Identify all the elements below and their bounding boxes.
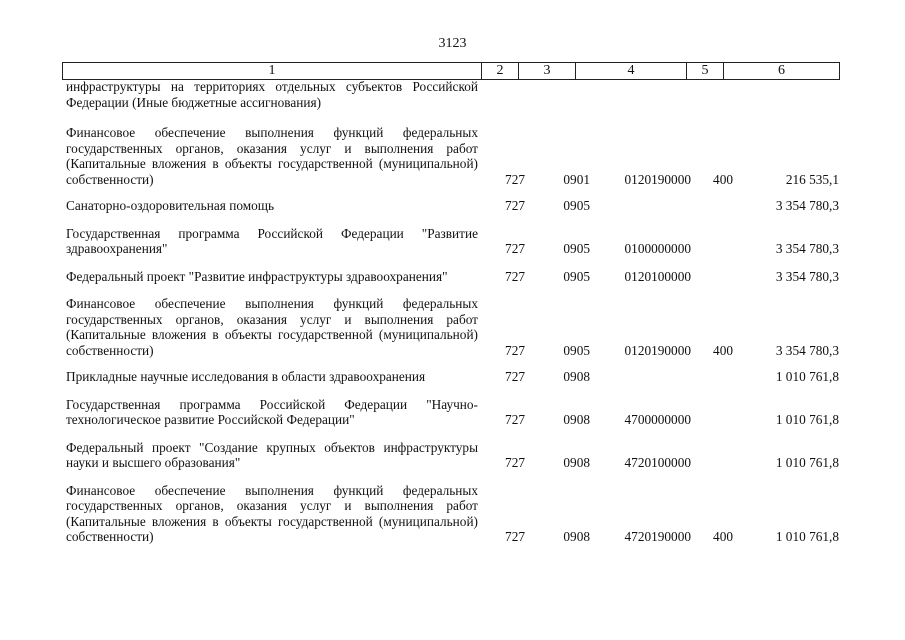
header-col-3: 3 [519,63,576,79]
row-col-6: 1 010 761,8 [775,369,839,384]
row-col-4: 0120100000 [624,268,691,284]
row-description: Финансовое обеспечение выполнения функций федеральных государственных органов, оказания услуг и выполнения работ (Капитальные вложения в объекты государственной (муниципальной) собственности) [66,296,478,358]
row-col-4: 4700000000 [624,412,691,427]
row-col-6: 3 354 780,3 [775,241,839,256]
row-col-6: 3 354 780,3 [775,342,839,358]
row-description: Федеральный проект "Создание крупных объектов инфраструктуры науки и высшего образования" [66,439,478,470]
row-col-4: 4720190000 [624,529,691,544]
row-description: Государственная программа Российской Федерации "Научно-технологическое развитие Российской Федерации" [66,396,478,427]
row-col-2: 727 [505,529,525,544]
table-row [66,483,839,545]
row-col-5: 400 [713,529,733,544]
table-row [66,296,839,358]
table-body [66,79,839,545]
row-description: Финансовое обеспечение выполнения функций федеральных государственных органов, оказания услуг и выполнения работ (Капитальные вложения в объекты государственной (муниципальной) собственности) [66,482,478,544]
row-col-4: 0120190000 [624,171,691,187]
row-description: Прикладные научные исследования в области здравоохранения [66,369,426,384]
row-col-2: 727 [505,171,525,187]
header-col-6: 6 [778,63,785,78]
row-col-4: 4720100000 [624,455,691,470]
row-description: инфраструктуры на территориях отдельных субъектов Российской Федерации (Иные бюджетные ассигнования) [66,79,478,110]
header-col-5: 5 [687,63,724,79]
row-col-4: 0120190000 [624,342,691,358]
row-col-3: 0905 [563,342,590,358]
row-col-2: 727 [505,455,525,470]
row-col-5: 400 [713,342,733,358]
row-col-3: 0905 [563,241,590,256]
row-col-3: 0905 [563,198,590,213]
header-col-2: 2 [482,63,519,79]
table-row [66,79,839,110]
row-col-2: 727 [505,412,525,427]
row-description: Государственная программа Российской Федерации "Развитие здравоохранения" [66,225,478,256]
table-row [66,369,839,385]
row-col-3: 0905 [563,268,590,284]
row-col-2: 727 [505,268,525,284]
row-description: Финансовое обеспечение выполнения функций федеральных государственных органов, оказания услуг и выполнения работ (Капитальные вложения в объекты государственной (муниципальной) собственности) [66,125,478,187]
row-col-6: 1 010 761,8 [775,412,839,427]
row-col-5: 400 [713,171,733,187]
table-row [66,125,839,187]
row-col-3: 0901 [563,171,590,187]
table-row [66,440,839,471]
row-col-2: 727 [505,198,525,213]
row-col-6: 216 535,1 [785,171,839,187]
row-col-4: 0100000000 [624,241,691,256]
row-col-6: 3 354 780,3 [775,268,839,284]
page-number: 3123 [438,36,467,51]
table-row [66,226,839,257]
row-col-2: 727 [505,369,525,384]
row-col-3: 0908 [563,529,590,544]
row-col-6: 3 354 780,3 [775,198,839,213]
table-header [62,62,840,80]
table-row [66,269,839,285]
row-col-6: 1 010 761,8 [775,529,839,544]
row-col-2: 727 [505,241,525,256]
header-col-1: 1 [63,63,482,79]
row-col-3: 0908 [563,412,590,427]
table-row [66,397,839,428]
row-col-2: 727 [505,342,525,358]
table-row [66,198,839,214]
row-col-6: 1 010 761,8 [775,455,839,470]
row-col-3: 0908 [563,455,590,470]
row-description: Санаторно-оздоровительная помощь [66,198,275,213]
row-description: Федеральный проект "Развитие инфраструктуры здравоохранения" [66,268,448,284]
header-col-4: 4 [576,63,687,79]
row-col-3: 0908 [563,369,590,384]
